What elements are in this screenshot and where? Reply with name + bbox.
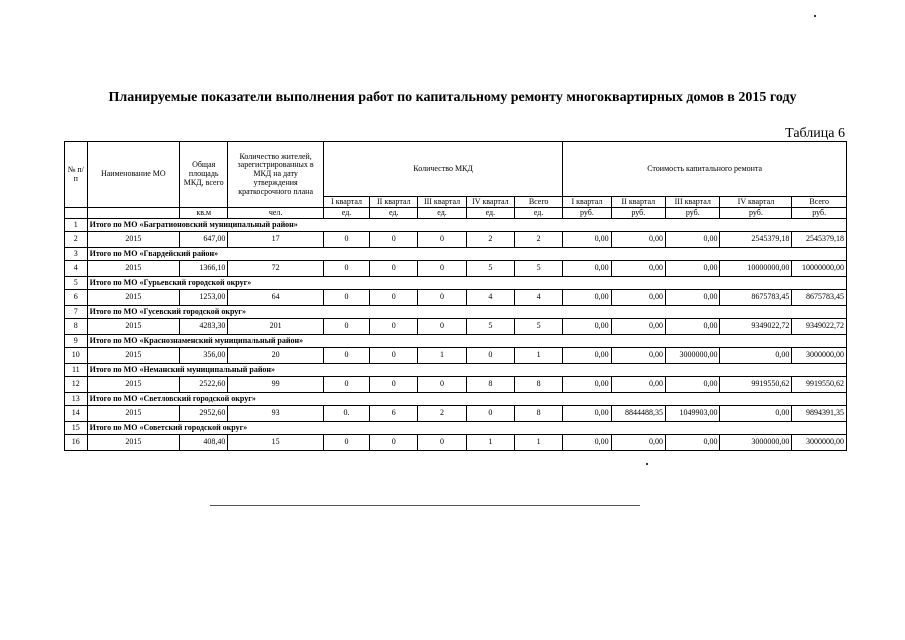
bottom-rule bbox=[210, 505, 640, 506]
row-st: 9894391,35 bbox=[792, 406, 847, 422]
row-s1: 0,00 bbox=[563, 377, 611, 393]
row-year: 2015 bbox=[87, 232, 179, 248]
group-row bbox=[65, 393, 847, 406]
unit-cost: руб. bbox=[666, 208, 720, 219]
row-s2: 0,00 bbox=[611, 290, 665, 306]
row-area: 647,00 bbox=[180, 232, 228, 248]
group-num: 7 bbox=[65, 306, 88, 319]
row-st: 3000000,00 bbox=[792, 348, 847, 364]
row-area: 356,00 bbox=[180, 348, 228, 364]
group-name: Итого по МО «Багратионовский муниципальный район» bbox=[87, 219, 846, 232]
row-c3: 0 bbox=[418, 232, 466, 248]
group-row bbox=[65, 306, 847, 319]
header-cost-q1: I квартал bbox=[563, 197, 611, 208]
row-s1: 0,00 bbox=[563, 319, 611, 335]
unit-count: ед. bbox=[514, 208, 562, 219]
row-c2: 0 bbox=[370, 377, 418, 393]
header-residents: Количество жителей, зарегистрированных в МКД на дату утверждения краткосрочного плана bbox=[228, 142, 324, 208]
table-row bbox=[65, 435, 847, 451]
row-c4: 4 bbox=[466, 290, 514, 306]
table-body bbox=[65, 219, 847, 451]
row-c3: 0 bbox=[418, 319, 466, 335]
unit-cost: руб. bbox=[720, 208, 792, 219]
row-s3: 0,00 bbox=[666, 232, 720, 248]
row-num: 14 bbox=[65, 406, 88, 422]
unit-empty bbox=[65, 208, 88, 219]
row-ct: 5 bbox=[514, 261, 562, 277]
row-s1: 0,00 bbox=[563, 290, 611, 306]
group-row bbox=[65, 219, 847, 232]
header-cost-total: Всего bbox=[792, 197, 847, 208]
row-year: 2015 bbox=[87, 261, 179, 277]
row-ct: 4 bbox=[514, 290, 562, 306]
row-c1: 0 bbox=[323, 319, 369, 335]
group-row bbox=[65, 335, 847, 348]
row-num: 4 bbox=[65, 261, 88, 277]
row-s2: 0,00 bbox=[611, 435, 665, 451]
row-area: 2522,60 bbox=[180, 377, 228, 393]
row-num: 8 bbox=[65, 319, 88, 335]
unit-count: ед. bbox=[323, 208, 369, 219]
row-st: 9919550,62 bbox=[792, 377, 847, 393]
table-label: Таблица 6 bbox=[785, 126, 845, 141]
group-row bbox=[65, 364, 847, 377]
group-num: 13 bbox=[65, 393, 88, 406]
header-mkd-count: Количество МКД bbox=[323, 142, 562, 197]
row-c4: 5 bbox=[466, 319, 514, 335]
group-num: 9 bbox=[65, 335, 88, 348]
row-s3: 0,00 bbox=[666, 377, 720, 393]
row-residents: 15 bbox=[228, 435, 324, 451]
row-c2: 0 bbox=[370, 232, 418, 248]
header-area: Общая площадь МКД, всего bbox=[180, 142, 228, 208]
row-c3: 0 bbox=[418, 435, 466, 451]
unit-count: ед. bbox=[466, 208, 514, 219]
row-s3: 3000000,00 bbox=[666, 348, 720, 364]
group-name: Итого по МО «Советский городской округ» bbox=[87, 422, 846, 435]
row-num: 16 bbox=[65, 435, 88, 451]
header-count-q3: III квартал bbox=[418, 197, 466, 208]
page-title: Планируемые показатели выполнения работ по капитальному ремонту многоквартирных домов в 2015 году bbox=[108, 90, 797, 105]
row-area: 4283,30 bbox=[180, 319, 228, 335]
row-st: 10000000,00 bbox=[792, 261, 847, 277]
table-row bbox=[65, 319, 847, 335]
row-s4: 3000000,00 bbox=[720, 435, 792, 451]
row-s2: 0,00 bbox=[611, 261, 665, 277]
row-c1: 0 bbox=[323, 435, 369, 451]
row-residents: 93 bbox=[228, 406, 324, 422]
row-s4: 0,00 bbox=[720, 348, 792, 364]
row-s4: 9349022,72 bbox=[720, 319, 792, 335]
row-c3: 2 bbox=[418, 406, 466, 422]
row-area: 1366,10 bbox=[180, 261, 228, 277]
row-s2: 0,00 bbox=[611, 377, 665, 393]
unit-count: ед. bbox=[418, 208, 466, 219]
row-s4: 0,00 bbox=[720, 406, 792, 422]
row-s2: 8844488,35 bbox=[611, 406, 665, 422]
group-name: Итого по МО «Гурьевский городской округ» bbox=[87, 277, 846, 290]
group-row bbox=[65, 422, 847, 435]
row-ct: 8 bbox=[514, 406, 562, 422]
row-ct: 2 bbox=[514, 232, 562, 248]
row-c3: 0 bbox=[418, 377, 466, 393]
row-s2: 0,00 bbox=[611, 232, 665, 248]
row-c3: 0 bbox=[418, 290, 466, 306]
group-num: 3 bbox=[65, 248, 88, 261]
row-year: 2015 bbox=[87, 319, 179, 335]
unit-cost: руб. bbox=[792, 208, 847, 219]
group-num: 1 bbox=[65, 219, 88, 232]
group-num: 5 bbox=[65, 277, 88, 290]
unit-empty bbox=[87, 208, 179, 219]
row-st: 8675783,45 bbox=[792, 290, 847, 306]
table-row bbox=[65, 232, 847, 248]
header-count-total: Всего bbox=[514, 197, 562, 208]
row-s1: 0,00 bbox=[563, 348, 611, 364]
row-s2: 0,00 bbox=[611, 348, 665, 364]
header-cost-q4: IV квартал bbox=[720, 197, 792, 208]
group-name: Итого по МО «Светловский городской округ» bbox=[87, 393, 846, 406]
row-c1: 0 bbox=[323, 290, 369, 306]
row-c4: 0 bbox=[466, 406, 514, 422]
group-num: 15 bbox=[65, 422, 88, 435]
row-s4: 2545379,18 bbox=[720, 232, 792, 248]
row-year: 2015 bbox=[87, 406, 179, 422]
row-area: 408,40 bbox=[180, 435, 228, 451]
row-residents: 20 bbox=[228, 348, 324, 364]
row-ct: 8 bbox=[514, 377, 562, 393]
row-residents: 201 bbox=[228, 319, 324, 335]
group-row bbox=[65, 277, 847, 290]
group-row bbox=[65, 248, 847, 261]
row-ct: 1 bbox=[514, 348, 562, 364]
row-year: 2015 bbox=[87, 348, 179, 364]
row-residents: 99 bbox=[228, 377, 324, 393]
table-row bbox=[65, 290, 847, 306]
row-st: 9349022,72 bbox=[792, 319, 847, 335]
scan-speck bbox=[646, 463, 648, 465]
row-c1: 0 bbox=[323, 348, 369, 364]
group-name: Итого по МО «Гусевский городской округ» bbox=[87, 306, 846, 319]
row-residents: 72 bbox=[228, 261, 324, 277]
header-cost-q3: III квартал bbox=[666, 197, 720, 208]
table-row bbox=[65, 406, 847, 422]
row-residents: 64 bbox=[228, 290, 324, 306]
row-num: 12 bbox=[65, 377, 88, 393]
row-c2: 6 bbox=[370, 406, 418, 422]
row-c4: 8 bbox=[466, 377, 514, 393]
row-s2: 0,00 bbox=[611, 319, 665, 335]
row-area: 2952,60 bbox=[180, 406, 228, 422]
row-s3: 0,00 bbox=[666, 319, 720, 335]
group-name: Итого по МО «Гвардейский район» bbox=[87, 248, 846, 261]
header-count-q4: IV квартал bbox=[466, 197, 514, 208]
row-area: 1253,00 bbox=[180, 290, 228, 306]
row-c2: 0 bbox=[370, 348, 418, 364]
unit-cost: руб. bbox=[563, 208, 611, 219]
scan-speck bbox=[814, 15, 816, 17]
row-year: 2015 bbox=[87, 290, 179, 306]
row-c1: 0. bbox=[323, 406, 369, 422]
row-s3: 0,00 bbox=[666, 261, 720, 277]
row-s1: 0,00 bbox=[563, 232, 611, 248]
row-residents: 17 bbox=[228, 232, 324, 248]
row-s4: 9919550,62 bbox=[720, 377, 792, 393]
row-c4: 2 bbox=[466, 232, 514, 248]
header-count-q2: II квартал bbox=[370, 197, 418, 208]
header-cost-q2: II квартал bbox=[611, 197, 665, 208]
row-c1: 0 bbox=[323, 261, 369, 277]
row-s4: 10000000,00 bbox=[720, 261, 792, 277]
row-num: 10 bbox=[65, 348, 88, 364]
unit-cost: руб. bbox=[611, 208, 665, 219]
table-row bbox=[65, 261, 847, 277]
row-c3: 1 bbox=[418, 348, 466, 364]
row-c2: 0 bbox=[370, 319, 418, 335]
group-name: Итого по МО «Неманский муниципальный район» bbox=[87, 364, 846, 377]
row-s3: 0,00 bbox=[666, 290, 720, 306]
row-c4: 5 bbox=[466, 261, 514, 277]
row-c1: 0 bbox=[323, 377, 369, 393]
row-year: 2015 bbox=[87, 377, 179, 393]
row-c3: 0 bbox=[418, 261, 466, 277]
row-c1: 0 bbox=[323, 232, 369, 248]
row-s3: 0,00 bbox=[666, 435, 720, 451]
row-s3: 1049903,00 bbox=[666, 406, 720, 422]
row-st: 3000000,00 bbox=[792, 435, 847, 451]
header-count-q1: I квартал bbox=[323, 197, 369, 208]
row-ct: 5 bbox=[514, 319, 562, 335]
header-num: № п/п bbox=[65, 142, 88, 208]
header-name: Наименование МО bbox=[87, 142, 179, 208]
header-cost: Стоимость капитального ремонта bbox=[563, 142, 847, 197]
group-num: 11 bbox=[65, 364, 88, 377]
group-name: Итого по МО «Краснознаменский муниципальный район» bbox=[87, 335, 846, 348]
unit-area: кв.м bbox=[180, 208, 228, 219]
row-c2: 0 bbox=[370, 290, 418, 306]
row-s4: 8675783,45 bbox=[720, 290, 792, 306]
row-c4: 0 bbox=[466, 348, 514, 364]
row-s1: 0,00 bbox=[563, 261, 611, 277]
row-year: 2015 bbox=[87, 435, 179, 451]
row-num: 2 bbox=[65, 232, 88, 248]
table-row bbox=[65, 348, 847, 364]
row-num: 6 bbox=[65, 290, 88, 306]
row-c2: 0 bbox=[370, 261, 418, 277]
row-st: 2545379,18 bbox=[792, 232, 847, 248]
row-ct: 1 bbox=[514, 435, 562, 451]
table-row bbox=[65, 377, 847, 393]
capital-repair-table bbox=[64, 141, 847, 451]
unit-count: ед. bbox=[370, 208, 418, 219]
unit-residents: чел. bbox=[228, 208, 324, 219]
row-s1: 0,00 bbox=[563, 435, 611, 451]
row-s1: 0,00 bbox=[563, 406, 611, 422]
row-c4: 1 bbox=[466, 435, 514, 451]
row-c2: 0 bbox=[370, 435, 418, 451]
